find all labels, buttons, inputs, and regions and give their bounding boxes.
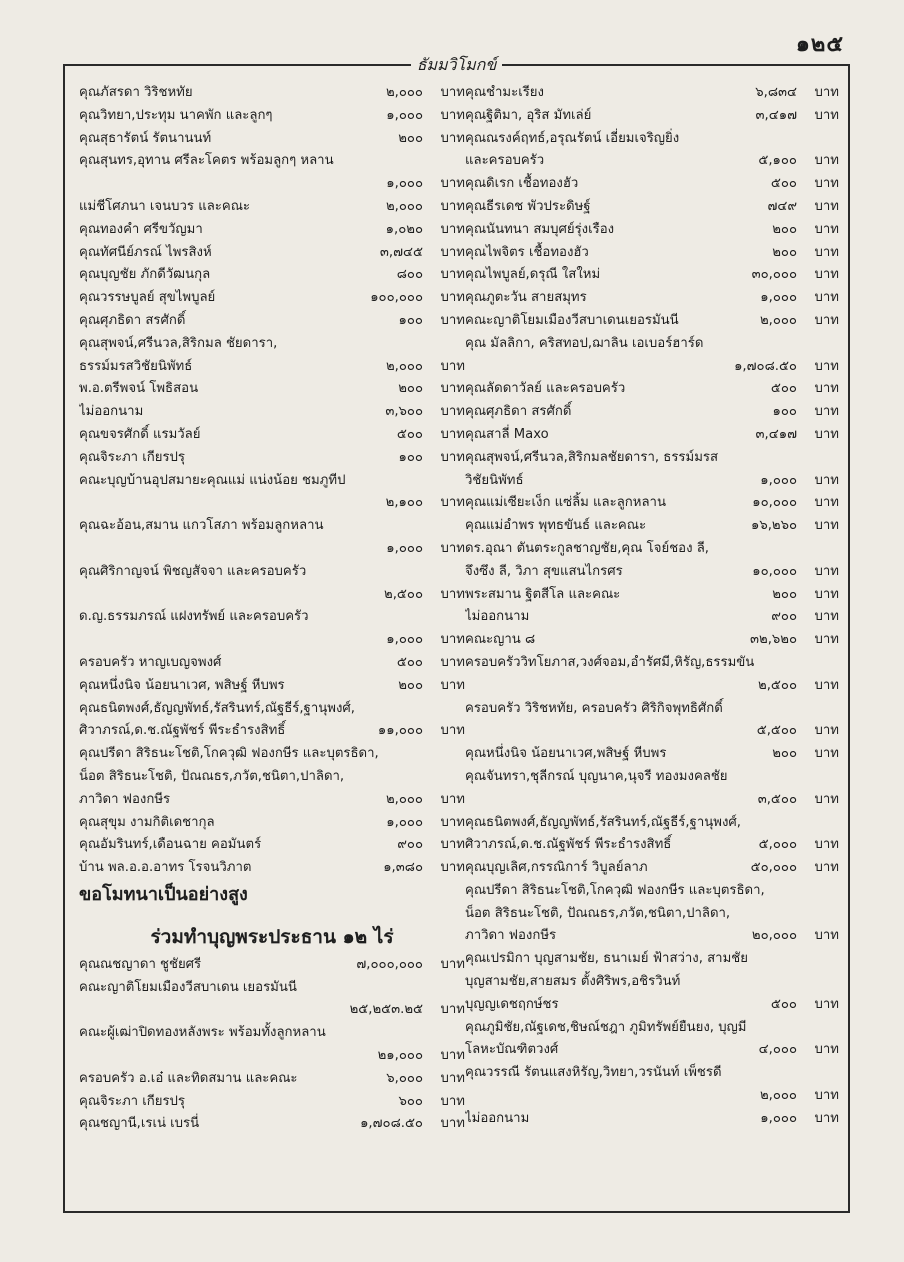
donation-amount: ๕๐๐ bbox=[396, 654, 423, 670]
currency-unit: บาท bbox=[440, 814, 465, 830]
donation-amount: ๒๕,๒๕๓.๒๕ bbox=[349, 1002, 423, 1018]
donation-entry bbox=[79, 492, 465, 515]
donor-name: คุณจิระภา เกียรปรุ bbox=[79, 1093, 185, 1109]
currency-unit: บาท bbox=[440, 540, 465, 556]
donation-entry bbox=[79, 629, 465, 652]
donation-amount: ๒๐๐ bbox=[398, 677, 423, 693]
donation-amount: ๖,๘๓๔ bbox=[755, 85, 797, 100]
donation-entry bbox=[465, 675, 839, 698]
currency-unit: บาท bbox=[814, 244, 839, 260]
currency-unit: บาท bbox=[440, 426, 465, 442]
donation-amount: ๓,๖๐๐ bbox=[385, 404, 423, 420]
donation-entry bbox=[465, 105, 839, 128]
donation-entry bbox=[79, 105, 465, 128]
currency-unit: บาท bbox=[440, 1070, 465, 1086]
currency-unit: บาท bbox=[440, 495, 465, 511]
donation-amount: ๓,๔๑๗ bbox=[755, 107, 797, 123]
currency-unit: บาท bbox=[440, 586, 465, 602]
donation-entry bbox=[79, 173, 465, 196]
currency-unit: บาท bbox=[814, 563, 839, 579]
donor-name-line: น็อต สิริธนะโชติ, ปัณณธร,ภวัต,ชนิตา,ปาลิดา, bbox=[465, 905, 731, 921]
donation-amount: ๒,๕๐๐ bbox=[758, 677, 797, 693]
donation-amount: ๔,๐๐๐ bbox=[758, 1042, 797, 1058]
donation-entry bbox=[79, 287, 465, 310]
currency-unit: บาท bbox=[440, 312, 465, 328]
donor-name-line: คุณณรงค์ฤทธ์,อรุณรัตน์ เอี่ยมเจริญยิ่ง bbox=[465, 130, 680, 146]
donor-name: คุณอัมรินทร์,เดือนฉาย คอมันตร์ bbox=[79, 837, 262, 853]
donor-name: คุณบุญชัย ภักดีวัฒนกุล bbox=[79, 267, 211, 283]
currency-unit: บาท bbox=[814, 996, 839, 1012]
donation-entry bbox=[79, 812, 465, 835]
currency-unit: บาท bbox=[440, 221, 465, 237]
donor-name-line: น็อต สิริธนะโชติ, ปัณณธร,ภวัต,ชนิตา,ปาลิดา, bbox=[79, 768, 345, 784]
donor-name: คุณภัสรดา วิริชหทัย bbox=[79, 85, 193, 100]
donor-name-line: คุณปรีดา สิริธนะโชติ,โกควุฒิ ฟองกษีร และบุตรธิดา, bbox=[465, 882, 765, 898]
donor-name: คุณสุขุม งามกิติเดชากุล bbox=[79, 814, 215, 830]
currency-unit: บาท bbox=[814, 723, 839, 739]
donor-name: คุณหนึ่งนิจ น้อยนาเวศ,พสิษฐ์ หีบพร bbox=[465, 746, 667, 762]
donation-amount: ๑๖,๒๖๐ bbox=[750, 518, 797, 534]
donation-entry bbox=[465, 378, 839, 401]
donation-amount: ๑,๐๐๐ bbox=[386, 540, 423, 556]
donation-entry bbox=[79, 196, 465, 219]
donation-entry bbox=[465, 925, 839, 948]
donor-name: วิชัยนิพัทธ์ bbox=[465, 472, 524, 488]
donation-entry bbox=[465, 789, 839, 812]
donor-name: คุณไพบูลย์,ดรุณี ใสใหม่ bbox=[465, 267, 601, 283]
currency-unit: บาท bbox=[814, 198, 839, 214]
donation-amount: ๑๐๐,๐๐๐ bbox=[370, 290, 423, 306]
donation-entry bbox=[79, 999, 465, 1022]
currency-unit: บาท bbox=[814, 381, 839, 397]
donation-amount: ๘๐๐ bbox=[396, 267, 423, 283]
donation-amount: ๒,๐๐๐ bbox=[385, 791, 423, 807]
donor-name: ธรรม์มรสวิชัยนิพัทธ์ bbox=[79, 358, 193, 374]
right-column bbox=[465, 82, 839, 1131]
donor-name-line: คุณเปรมิกา บุญสามชัย, ธนาเมย์ ฟ้าสว่าง, สามชัย bbox=[465, 951, 748, 967]
donation-entry bbox=[465, 994, 839, 1017]
donation-amount: ๙๐๐ bbox=[397, 837, 423, 853]
currency-unit: บาท bbox=[814, 860, 839, 876]
currency-unit: บาท bbox=[814, 609, 839, 625]
donation-amount: ๕,๑๐๐ bbox=[758, 153, 797, 169]
donor-name-line: คุณศิริกาญจน์ พิชญสัจจา และครอบครัว bbox=[79, 563, 307, 579]
donation-amount: ๒๑,๐๐๐ bbox=[377, 1048, 423, 1064]
donor-name: พ.อ.ตรีพจน์ โพธิสอน bbox=[79, 381, 199, 397]
donation-entry bbox=[79, 675, 465, 698]
donor-name: คุณภูตะวัน สายสมุทร bbox=[465, 290, 587, 306]
donation-amount: ๑,๐๐๐ bbox=[386, 814, 423, 830]
donation-entry bbox=[465, 1085, 839, 1108]
donor-name: คุณขจรศักดิ์ แรมวัลย์ bbox=[79, 426, 201, 442]
donation-entry bbox=[79, 1045, 465, 1068]
donation-amount: ๒๐๐ bbox=[772, 221, 797, 237]
donor-name: คุณศุภธิดา สรศักดิ์ bbox=[79, 312, 186, 328]
donation-amount: ๒๐,๐๐๐ bbox=[751, 928, 797, 944]
donation-entry bbox=[79, 424, 465, 447]
donation-entry bbox=[465, 173, 839, 196]
donor-name-line: คุณจันทรา,ชุลีกรณ์ บุญนาค,นุจรี ทองมงคลชัย bbox=[465, 768, 728, 784]
donation-entry bbox=[79, 652, 465, 675]
currency-unit: บาท bbox=[814, 495, 839, 511]
donor-name: ครอบครัว หาญเบญจพงศ์ bbox=[79, 654, 222, 670]
donation-entry bbox=[79, 128, 465, 151]
donation-amount: ๕๐๐ bbox=[770, 176, 797, 192]
donation-amount: ๒๐๐ bbox=[398, 130, 423, 146]
donor-name: คุณชญานี,เรเน่ เบรนี่ bbox=[79, 1116, 200, 1132]
donation-entry bbox=[465, 834, 839, 857]
donation-amount: ๗,๐๐๐,๐๐๐ bbox=[356, 956, 423, 972]
currency-unit: บาท bbox=[814, 267, 839, 283]
donation-entry bbox=[465, 356, 839, 379]
donation-entry bbox=[465, 401, 839, 424]
donor-name-line: ดร.อุณา ตันตระกูลชาญชัย,คุณ โจย์ชอง ลี, bbox=[465, 540, 709, 556]
donation-entry bbox=[465, 584, 839, 607]
donation-entry bbox=[79, 1091, 465, 1114]
donation-amount: ๑,๗๐๘.๕๐ bbox=[360, 1116, 423, 1132]
currency-unit: บาท bbox=[440, 632, 465, 648]
page-number: ๑๒๕ bbox=[795, 32, 844, 57]
thanks-heading: ขอโมทนาเป็นอย่างสูง bbox=[79, 883, 248, 905]
currency-unit: บาท bbox=[814, 928, 839, 944]
donor-name: คุณบุญเลิศ,กรรณิการ์ วิบูลย์ลาภ bbox=[465, 860, 648, 876]
donor-name: ศิวาภรณ์,ด.ช.ณัฐพัชร์ พีระธำรงสิทธิ์ bbox=[465, 837, 672, 853]
donation-amount: ๑,๓๘๐ bbox=[383, 860, 423, 876]
donation-entry bbox=[465, 743, 839, 766]
donation-amount: ๕๐๐ bbox=[396, 426, 423, 442]
currency-unit: บาท bbox=[440, 1093, 465, 1109]
currency-unit: บาท bbox=[814, 85, 839, 100]
donor-name-line: คณะบุญบ้านอุปสมายะคุณแม่ แน่งน้อย ชมภูทีป bbox=[79, 472, 346, 488]
currency-unit: บาท bbox=[814, 176, 839, 192]
currency-unit: บาท bbox=[440, 1002, 465, 1018]
currency-unit: บาท bbox=[814, 632, 839, 648]
donor-name-line: คุณภูมิชัย,ณัฐเดช,ชิษณ์ชฎา ภูมิทรัพย์ยืนยง, บุญมี bbox=[465, 1019, 747, 1035]
donation-amount: ๒,๐๐๐ bbox=[759, 1088, 797, 1104]
donation-entry bbox=[465, 196, 839, 219]
donation-entry bbox=[79, 219, 465, 242]
currency-unit: บาท bbox=[814, 1110, 839, 1126]
header-title: ธัมมวิโมกข์ bbox=[65, 53, 848, 78]
donor-name: คุณศุภธิดา สรศักดิ์ bbox=[465, 404, 572, 420]
currency-unit: บาท bbox=[814, 1088, 839, 1104]
donor-name: คุณนันทนา สมบุศย์รุ่งเรือง bbox=[465, 221, 615, 237]
donation-amount: ๗๔๙ bbox=[767, 198, 797, 214]
donation-amount: ๒,๐๐๐ bbox=[385, 85, 423, 100]
donor-name: พระสมาน ฐิตสีโล และคณะ bbox=[465, 586, 621, 602]
left-donor-list bbox=[79, 82, 465, 880]
donation-amount: ๑๐๐ bbox=[398, 312, 423, 328]
donor-name-line: คุณธนิตพงศ์,ธัญญพัทธ์,รัสรินทร์,ณัฐธีร์,ฐานุพงศ์, bbox=[79, 700, 355, 716]
donation-entry bbox=[79, 538, 465, 561]
donor-name: แม่ชีโศภนา เจนบวร และคณะ bbox=[79, 198, 251, 214]
donor-name-line: คุณ มัลลิกา, คริสทอป,ฌาลิน เอเบอร์ฮาร์ด bbox=[465, 335, 704, 351]
donation-entry bbox=[465, 629, 839, 652]
donation-entry bbox=[79, 401, 465, 424]
donor-name: คุณจิระภา เกียรปรุ bbox=[79, 449, 185, 465]
donation-amount: ๑,๗๐๘.๕๐ bbox=[734, 358, 797, 374]
donation-amount: ๕๐๐ bbox=[770, 996, 797, 1012]
donation-amount: ๑,๐๐๐ bbox=[386, 632, 423, 648]
donation-entry bbox=[465, 606, 839, 629]
currency-unit: บาท bbox=[440, 244, 465, 260]
donor-name: คุณชำมะเรียง bbox=[465, 85, 544, 100]
donation-amount: ๑,๐๐๐ bbox=[760, 472, 797, 488]
currency-unit: บาท bbox=[814, 153, 839, 169]
donor-name: ไม่ออกนาม bbox=[79, 404, 144, 420]
donor-name: ไม่ออกนาม bbox=[465, 1110, 530, 1126]
currency-unit: บาท bbox=[440, 290, 465, 306]
donor-name-line: คุณวรรณี รัตนแสงหิรัญ,วิทยา,วรนันท์ เพ็ชรดี bbox=[465, 1065, 722, 1081]
donor-name: คุณวิทยา,ประทุม นาคพัก และลูกๆ bbox=[79, 107, 273, 123]
donor-name: โลหะบัณฑิตวงศ์ bbox=[465, 1042, 559, 1058]
donation-entry bbox=[465, 264, 839, 287]
donor-name-line: คุณปรีดา สิริธนะโชติ,โกควุฒิ ฟองกษีร และบุตรธิดา, bbox=[79, 746, 379, 762]
currency-unit: บาท bbox=[440, 654, 465, 670]
donor-name-line: คณะผู้เฒ่าปิดทองหลังพระ พร้อมทั้งลูกหลาน bbox=[79, 1025, 326, 1041]
donation-amount: ๑,๐๐๐ bbox=[386, 107, 423, 123]
donation-entry bbox=[79, 584, 465, 607]
donation-amount: ๓,๕๐๐ bbox=[757, 791, 797, 807]
donation-amount: ๓,๗๔๕ bbox=[379, 244, 423, 260]
donation-amount: ๒๐๐ bbox=[398, 381, 423, 397]
donation-amount: ๕,๕๐๐ bbox=[756, 723, 797, 739]
donor-name-line: ด.ญ.ธรรมภรณ์ แฝงทรัพย์ และครอบครัว bbox=[79, 609, 309, 625]
currency-unit: บาท bbox=[440, 677, 465, 693]
donation-entry bbox=[465, 287, 839, 310]
donation-amount: ๓๒,๖๒๐ bbox=[749, 632, 797, 648]
donation-entry bbox=[79, 447, 465, 470]
currency-unit: บาท bbox=[440, 1116, 465, 1132]
donation-entry bbox=[465, 424, 839, 447]
currency-unit: บาท bbox=[440, 358, 465, 374]
donor-name: ภาวิดา ฟองกษีร bbox=[79, 791, 171, 807]
currency-unit: บาท bbox=[440, 85, 465, 100]
currency-unit: บาท bbox=[814, 107, 839, 123]
donation-entry bbox=[79, 789, 465, 812]
currency-unit: บาท bbox=[814, 426, 839, 442]
donation-entry bbox=[465, 150, 839, 173]
donation-entry bbox=[79, 834, 465, 857]
donation-entry bbox=[465, 492, 839, 515]
currency-unit: บาท bbox=[440, 130, 465, 146]
currency-unit: บาท bbox=[814, 1042, 839, 1058]
donation-amount: ๑,๐๐๐ bbox=[386, 176, 423, 192]
donation-entry bbox=[465, 561, 839, 584]
donation-amount: ๓,๔๑๗ bbox=[755, 426, 797, 442]
currency-unit: บาท bbox=[440, 956, 465, 972]
donor-name: คณะญาน ๘ bbox=[465, 632, 536, 648]
donor-name: คุณไพจิตร เชื้อทองฮัว bbox=[465, 244, 589, 260]
donor-name: คุณฐิติมา, อุริส มัทเล่ย์ bbox=[465, 107, 592, 123]
currency-unit: บาท bbox=[440, 860, 465, 876]
donation-amount: ๒,๕๐๐ bbox=[384, 586, 423, 602]
donor-name: คุณทัศนีย์ภรณ์ ไพรสิงห์ bbox=[79, 244, 212, 260]
currency-unit: บาท bbox=[814, 586, 839, 602]
donation-entry bbox=[465, 857, 839, 880]
donor-name: คุณทองคำ ศรีขวัญมา bbox=[79, 221, 203, 237]
donation-entry bbox=[465, 242, 839, 265]
donation-amount: ๑๐,๐๐๐ bbox=[752, 563, 797, 579]
donor-name: คุณแม่เซียะเง็ก แซ่ลิ้ม และลูกหลาน bbox=[465, 495, 666, 511]
donor-name: คุณณชญาดา ชูชัยศรี bbox=[79, 956, 202, 972]
donor-name: ไม่ออกนาม bbox=[465, 609, 530, 625]
donor-name: คุณหนึ่งนิจ น้อยนาเวศ, พสิษฐ์ หีบพร bbox=[79, 677, 285, 693]
currency-unit: บาท bbox=[440, 1048, 465, 1064]
donor-name-line: ครอบครัววิทโยภาส,วงศ์จอม,อำรัศมี,หิรัญ,ธรรมขัน bbox=[465, 654, 755, 670]
currency-unit: บาท bbox=[440, 176, 465, 192]
donation-amount: ๑,๐๐๐ bbox=[760, 290, 797, 306]
donor-name: ครอบครัว อ.เอ๋ และทิดสมาน และคณะ bbox=[79, 1070, 298, 1086]
currency-unit: บาท bbox=[814, 518, 839, 534]
donation-entry bbox=[465, 219, 839, 242]
donor-name: คุณวรรษบูลย์ สุขไพบูลย์ bbox=[79, 290, 216, 306]
donation-amount: ๖,๐๐๐ bbox=[386, 1070, 423, 1086]
donation-amount: ๕๐,๐๐๐ bbox=[750, 860, 797, 876]
currency-unit: บาท bbox=[440, 723, 465, 739]
donation-list-frame bbox=[63, 55, 850, 1213]
donation-amount: ๑๐๐ bbox=[398, 449, 423, 465]
donor-name: คุณธีรเดช พัวประดิษฐ์ bbox=[465, 198, 591, 214]
donation-entry bbox=[79, 1113, 465, 1136]
currency-unit: บาท bbox=[814, 404, 839, 420]
donation-entry bbox=[465, 1108, 839, 1131]
donor-name-line: คุณสุพจน์,ศรีนวล,สิริกมล ชัยดารา, bbox=[79, 335, 278, 351]
donation-amount: ๑๐๐ bbox=[772, 404, 797, 420]
donation-amount: ๙๐๐ bbox=[771, 609, 797, 625]
section-heading: ร่วมทำบุญพระประธาน ๑๒ ไร่ bbox=[150, 925, 394, 948]
currency-unit: บาท bbox=[440, 837, 465, 853]
donation-entry bbox=[79, 264, 465, 287]
right-donor-list bbox=[465, 82, 839, 1131]
donor-name-line: คณะญาติโยมเมืองวีสบาเดน เยอรมันนี bbox=[79, 979, 297, 995]
donation-entry bbox=[79, 356, 465, 379]
currency-unit: บาท bbox=[440, 267, 465, 283]
donor-name-line: ครอบครัว วิริชหทัย, ครอบครัว ศิริกิจพุทธิศักดิ์ bbox=[465, 700, 723, 716]
currency-unit: บาท bbox=[814, 312, 839, 328]
left-column bbox=[79, 82, 465, 1136]
currency-unit: บาท bbox=[814, 677, 839, 693]
donor-name-line: คุณสุพจน์,ศรีนวล,สิริกมลชัยดารา, ธรรม์มรส bbox=[465, 449, 719, 465]
donation-amount: ๕๐๐ bbox=[770, 381, 797, 397]
donation-amount: ๓๐,๐๐๐ bbox=[751, 267, 797, 283]
currency-unit: บาท bbox=[814, 358, 839, 374]
currency-unit: บาท bbox=[814, 746, 839, 762]
donation-entry bbox=[79, 242, 465, 265]
donation-entry bbox=[79, 310, 465, 333]
donor-name: บ้าน พล.อ.อ.อาทร โรจนวิภาต bbox=[79, 860, 252, 876]
donor-name: คุณดิเรก เชื้อทองฮัว bbox=[465, 176, 579, 192]
currency-unit: บาท bbox=[440, 381, 465, 397]
donation-entry bbox=[465, 720, 839, 743]
currency-unit: บาท bbox=[440, 198, 465, 214]
donation-entry bbox=[465, 1039, 839, 1062]
currency-unit: บาท bbox=[440, 404, 465, 420]
donation-amount: ๑๐,๐๐๐ bbox=[752, 495, 797, 511]
donation-amount: ๒,๐๐๐ bbox=[385, 358, 423, 374]
donor-name: คุณลัดดาวัลย์ และครอบครัว bbox=[465, 381, 626, 397]
currency-unit: บาท bbox=[440, 449, 465, 465]
donation-entry bbox=[465, 470, 839, 493]
donation-amount: ๑,๐๐๐ bbox=[760, 1110, 797, 1126]
donor-name: ภาวิดา ฟองกษีร bbox=[465, 928, 557, 944]
donation-entry bbox=[465, 515, 839, 538]
donor-name-line: คุณฉะอ้อน,สมาน แกวโสภา พร้อมลูกหลาน bbox=[79, 518, 324, 534]
donation-entry bbox=[79, 954, 465, 977]
donation-amount: ๕,๐๐๐ bbox=[758, 837, 797, 853]
donor-name: และครอบครัว bbox=[465, 153, 545, 169]
donor-name-line: คุณสุนทร,อุทาน ศรีละโคตร พร้อมลูกๆ หลาน bbox=[79, 153, 334, 169]
currency-unit: บาท bbox=[814, 472, 839, 488]
donation-entry bbox=[79, 720, 465, 743]
donor-name: จึงซึง ลี, วิภา สุขแสนไกรศร bbox=[465, 563, 623, 579]
donation-amount: ๒,๑๐๐ bbox=[385, 495, 423, 511]
donation-amount: ๒,๐๐๐ bbox=[759, 312, 797, 328]
donation-amount: ๒๐๐ bbox=[772, 746, 797, 762]
donor-name: คุณสุธารัตน์ รัตนานนท์ bbox=[79, 130, 212, 146]
donor-name: คณะญาติโยมเมืองวีสบาเดนเยอรมันนี bbox=[465, 312, 679, 328]
donor-name: บุญญเดชฤกษ์ชร bbox=[465, 996, 559, 1012]
currency-unit: บาท bbox=[814, 290, 839, 306]
donor-name: คุณแม่อำพร พุทธขันธ์ และคณะ bbox=[465, 518, 647, 534]
currency-unit: บาท bbox=[440, 791, 465, 807]
donation-amount: ๒๐๐ bbox=[772, 244, 797, 260]
donation-entry bbox=[465, 310, 839, 333]
donation-amount: ๑,๐๒๐ bbox=[385, 221, 423, 237]
donation-amount: ๒,๐๐๐ bbox=[385, 198, 423, 214]
donation-entry bbox=[465, 82, 839, 105]
donation-entry bbox=[79, 378, 465, 401]
donor-name-line: บุญสามชัย,สายสมร ตั้งศิริพร,อชิรวินท์ bbox=[465, 974, 681, 990]
donation-entry bbox=[79, 82, 465, 105]
donation-amount: ๒๐๐ bbox=[772, 586, 797, 602]
currency-unit: บาท bbox=[814, 791, 839, 807]
section-donor-list bbox=[79, 954, 465, 1136]
currency-unit: บาท bbox=[814, 837, 839, 853]
currency-unit: บาท bbox=[440, 107, 465, 123]
donation-entry bbox=[79, 857, 465, 880]
donor-name: คุณสาลี่ Maxo bbox=[465, 426, 549, 442]
donor-name-line: คุณธนิตพงศ์,ธัญญพัทธ์,รัสรินทร์,ณัฐธีร์,ฐานุพงศ์, bbox=[465, 814, 741, 830]
donation-entry bbox=[79, 1068, 465, 1091]
donor-name: ศิวาภรณ์,ด.ช.ณัฐพัชร์ พีระธำรงสิทธิ์ bbox=[79, 723, 286, 739]
currency-unit: บาท bbox=[814, 221, 839, 237]
donation-amount: ๑๑,๐๐๐ bbox=[377, 723, 423, 739]
donation-amount: ๖๐๐ bbox=[398, 1093, 423, 1109]
